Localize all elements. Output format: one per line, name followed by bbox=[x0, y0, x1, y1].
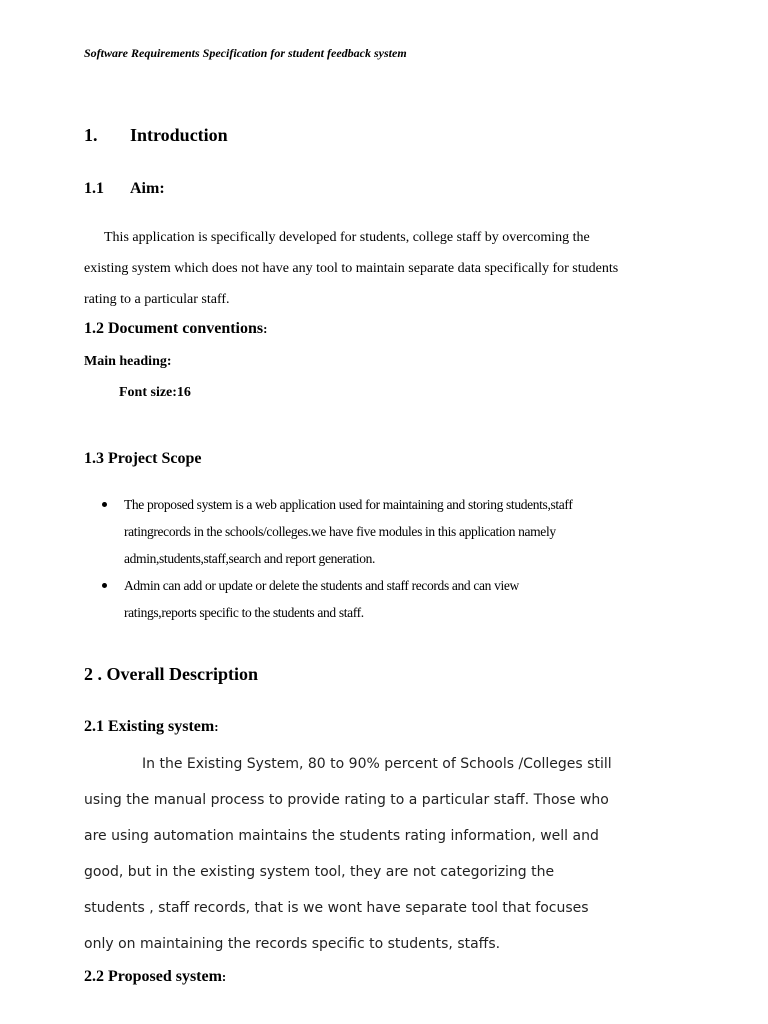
proposed-title-colon: : bbox=[221, 969, 227, 984]
existing-paragraph-line-1: In the Existing System, 80 to 90% percent of Schools /Colleges still bbox=[142, 756, 612, 772]
bullet-icon bbox=[102, 583, 107, 588]
subsection-title-conventions bbox=[84, 320, 267, 338]
existing-paragraph-line-5: students , staff records, that is we wont have separate tool that focuses bbox=[84, 900, 589, 916]
existing-title-colon: : bbox=[214, 719, 219, 734]
running-header: Software Requirements Specification for student feedback system bbox=[84, 46, 407, 60]
scope-bullet-1-line-3: admin,students,staff,search and report generation. bbox=[124, 551, 376, 566]
subsection-title-proposed bbox=[84, 968, 226, 986]
existing-title-text: 2.1 Existing system bbox=[84, 718, 215, 735]
subsection-title-aim: Aim: bbox=[130, 180, 165, 197]
aim-paragraph-line-2: existing system which does not have any tool to maintain separate data specifically for students bbox=[84, 261, 619, 276]
aim-paragraph-line-1: This application is specifically developed for students, college staff by overcoming the bbox=[104, 230, 590, 245]
aim-paragraph-line-3: rating to a particular staff. bbox=[84, 292, 230, 307]
existing-paragraph-line-4: good, but in the existing system tool, they are not categorizing the bbox=[84, 864, 555, 880]
existing-paragraph-line-2: using the manual process to provide rating to a particular staff. Those who bbox=[84, 792, 609, 808]
proposed-title-text: 2.2 Proposed system bbox=[84, 968, 222, 985]
conventions-title-text: 1.2 Document conventions bbox=[84, 320, 264, 337]
conventions-title-colon: : bbox=[263, 321, 268, 336]
main-heading-label: Main heading: bbox=[84, 354, 172, 369]
list-item bbox=[84, 491, 704, 572]
scope-bullet-1-line-2: ratingrecords in the schools/colleges.we have five modules in this application namely bbox=[124, 524, 556, 539]
font-size-label: Font size:16 bbox=[119, 385, 191, 400]
existing-paragraph-line-6: only on maintaining the records specific to students, staffs. bbox=[84, 936, 501, 952]
scope-bullet-2-line-1: Admin can add or update or delete the students and staff records and can view bbox=[124, 578, 519, 593]
section-title-introduction: Introduction bbox=[130, 125, 228, 145]
section-number-introduction: 1. bbox=[84, 125, 98, 145]
bullet-icon bbox=[102, 502, 107, 507]
existing-paragraph-line-3: are using automation maintains the students rating information, well and bbox=[84, 828, 599, 844]
scope-bullet-2-line-2: ratings,reports specific to the students and staff. bbox=[124, 605, 364, 620]
subsection-title-scope: 1.3 Project Scope bbox=[84, 450, 202, 467]
scope-bullet-1-line-1: The proposed system is a web application used for maintaining and storing students,staff bbox=[124, 497, 573, 512]
scope-bullet-list bbox=[84, 491, 704, 626]
subsection-number-aim: 1.1 bbox=[84, 180, 104, 197]
subsection-title-existing bbox=[84, 718, 219, 736]
section-title-overall-description: 2 . Overall Description bbox=[84, 664, 258, 684]
list-item bbox=[84, 572, 704, 626]
